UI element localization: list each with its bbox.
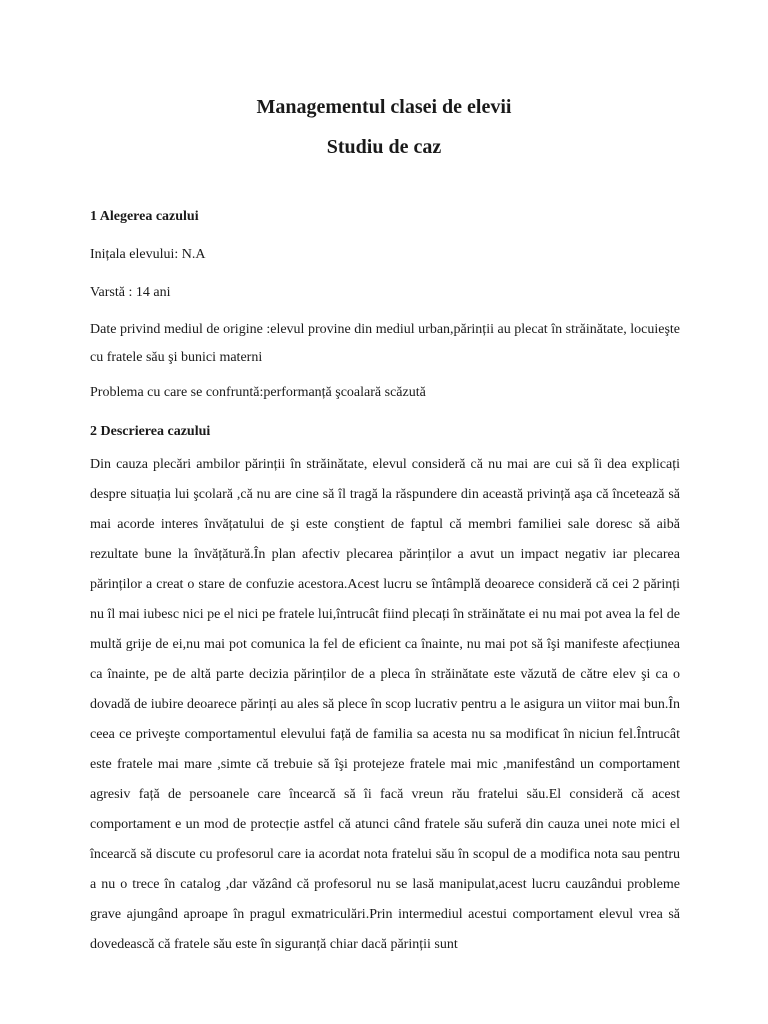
section-heading-alegerea-cazului: 1 Alegerea cazului [90,209,199,224]
document-subtitle: Studiu de caz [326,136,442,158]
origin-paragraph: Date privind mediul de origine :elevul provine din mediul urban,părinții au plecat în străinătate, locuieşte cu fratele său şi bunici materni [90,322,680,365]
case-description-paragraph: Din cauza plecări ambilor părinții în străinătate, elevul consideră că nu mai are cui să îi dea explicați despre situația lui şcolară ,că nu are cine să îl tragă la răspundere din această privință aşa că încetează să mai acorde interes învățatului de şi este conştient de faptul că membri familiei sale doresc să aibă rezultate bune la învățătură.În plan afectiv plecarea părinților a avut un impact negativ iar plecarea părinților a creat o stare de confuzie acestora.Acest lucru se întâmplă deoarece consideră că cei 2 părinți nu îl mai iubesc nici pe el nici pe fratele lui,întrucât fiind plecați în străinătate ei nu mai pot avea la fel de multă grije de ei,nu mai pot comunica la fel de eficient ca înainte, nu mai pot să îşi manifeste afecțiunea ca înainte, pe de altă parte decizia părinților de a pleca în străinătate este văzută de către elev şi ca o dovadă de iubire deoarece părinți au ales să plece în scop lucrativ pentru a le asigura un viitor mai bun.În ceea ce priveşte comportamentul elevului față de familia sa acesta nu sa modificat în niciun fel.Întrucât este fratele mai mare ,simte că trebuie să îşi protejeze fratele mai mic ,manifestând un comportament agresiv față de persoanele care încearcă să îi facă vreun rău fratelui său.El consideră că acest comportament e un mod de protecție astfel că atunci când fratele său suferă din cauza unei note mici el încearcă să discute cu profesorul care ia acordat nota fratelui său în scopul de a modifica nota sau pentru a nu o trece în catalog ,dar văzând că profesorul nu se lasă manipulat,acest lucru cauzândui probleme grave ajungând aproape în pragul exmatriculări.Prin intermediul acestui comportament elevul vrea să dovedească că fratele său este în siguranță chiar dacă părinții sunt [90,457,680,952]
section-heading-descrierea-cazului: 2 Descrierea cazului [90,424,211,439]
problem-statement: Problema cu care se confruntă:performanță şcoalară scăzută [90,385,426,400]
student-age: Varstă : 14 ani [90,285,171,300]
student-initials: Inițala elevului: N.A [90,247,206,262]
document-title: Managementul clasei de elevii [256,96,512,118]
